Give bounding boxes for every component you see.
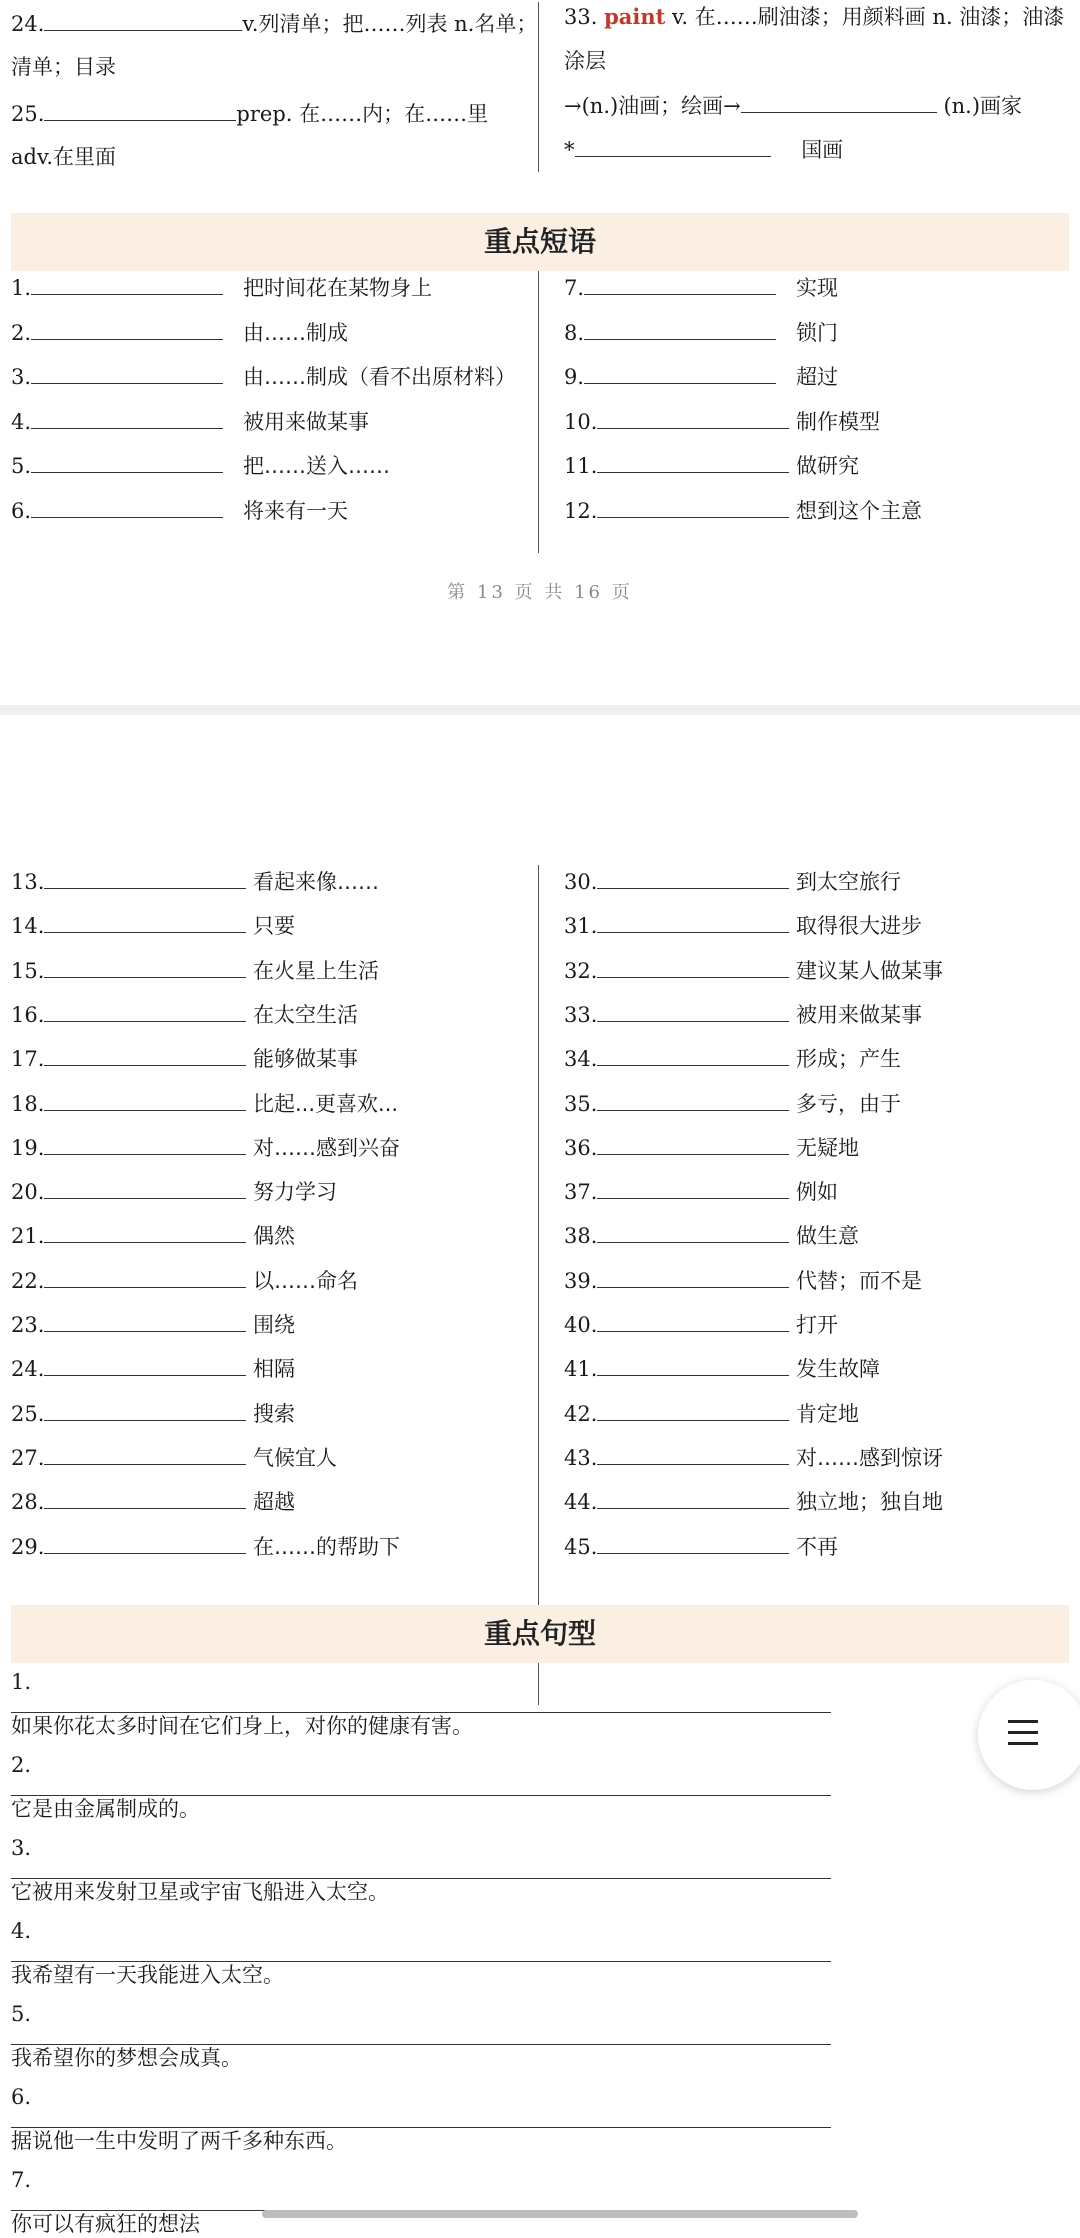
answer-blank <box>597 1045 789 1066</box>
phrase-row <box>564 1133 1064 1163</box>
phrase-meaning: 把时间花在某物身上 <box>243 276 432 300</box>
phrase-number: 1. <box>11 276 32 300</box>
sentence-translation: 它被用来发射卫星或宇宙飞船进入太空。 <box>11 1880 389 1904</box>
sentence-translation: 它是由金属制成的。 <box>11 1797 200 1821</box>
phrase-row <box>11 1487 511 1517</box>
sentence-row <box>11 1753 851 1783</box>
phrase-row <box>11 496 511 526</box>
phrase-meaning: 被用来做某事 <box>243 409 369 434</box>
answer-blank <box>31 319 223 340</box>
page-footer: 第 13 页 共 16 页 <box>447 582 633 603</box>
phrase-number: 7. <box>564 276 585 300</box>
phrase-number: 16. <box>11 1002 45 1027</box>
phrase-number: 21. <box>11 1224 45 1249</box>
vocab-word: paint <box>604 4 666 29</box>
phrase-meaning: 由……制成 <box>243 320 348 345</box>
sentence-translation: 我希望你的梦想会成真。 <box>11 2046 242 2070</box>
phrase-row <box>564 1487 1064 1517</box>
answer-blank <box>597 1488 789 1509</box>
sentence-number: 4. <box>11 1919 32 1943</box>
phrase-row <box>11 1399 511 1429</box>
answer-blank <box>44 1178 246 1199</box>
phrase-meaning: 代替；而不是 <box>796 1268 922 1293</box>
phrase-number: 15. <box>11 958 45 983</box>
derivative-label: (n.)画家 <box>943 94 1023 118</box>
answer-blank <box>44 1267 246 1288</box>
vocab-definition-cont: adv.在里面 <box>11 145 117 169</box>
phrase-meaning: 锁门 <box>796 320 838 345</box>
answer-blank <box>44 1444 246 1465</box>
vocab-item-25 <box>11 98 488 129</box>
vocab-item-33-star <box>564 134 843 165</box>
phrase-number: 34. <box>564 1047 598 1072</box>
answer-blank <box>44 98 236 121</box>
phrase-number: 43. <box>564 1445 598 1470</box>
phrase-row <box>564 1089 1064 1119</box>
sentence-row <box>11 1670 851 1700</box>
phrase-number: 38. <box>564 1224 598 1249</box>
phrase-meaning: 超越 <box>253 1490 295 1515</box>
answer-blank <box>597 868 789 889</box>
phrase-meaning: 肯定地 <box>796 1401 859 1426</box>
sentence-row <box>11 1836 851 1866</box>
phrase-number: 31. <box>564 914 598 939</box>
phrase-meaning: 做生意 <box>796 1224 859 1249</box>
phrase-meaning: 发生故障 <box>796 1357 880 1382</box>
answer-blank <box>44 1400 246 1421</box>
phrase-row <box>564 1399 1064 1429</box>
answer-blank <box>597 1222 789 1243</box>
phrase-row <box>564 1266 1064 1296</box>
phrase-row <box>11 1133 511 1163</box>
phrase-number: 18. <box>11 1091 45 1116</box>
phrase-meaning: 打开 <box>796 1313 838 1337</box>
phrase-meaning: 围绕 <box>253 1313 295 1337</box>
answer-blank <box>597 497 789 518</box>
phrase-meaning: 相隔 <box>253 1357 295 1382</box>
phrase-row <box>11 1532 511 1562</box>
answer-blank <box>597 408 789 429</box>
phrase-number: 45. <box>564 1534 598 1559</box>
phrase-meaning: 取得很大进步 <box>796 914 922 939</box>
phrase-meaning: 对……感到兴奋 <box>253 1135 400 1160</box>
answer-blank <box>44 1045 246 1066</box>
phrase-meaning: 对……感到惊讶 <box>796 1445 943 1470</box>
phrase-row <box>11 318 511 348</box>
phrase-meaning: 在火星上生活 <box>253 958 379 983</box>
answer-blank <box>44 912 246 933</box>
phrase-number: 2. <box>11 320 32 345</box>
vocab-number: 25. <box>11 102 45 126</box>
vocab-definition: v. 在……刷油漆；用颜料画 n. 油漆；油漆 <box>665 5 1065 29</box>
phrase-row <box>564 867 1064 897</box>
answer-blank <box>31 497 223 518</box>
phrase-number: 6. <box>11 498 32 523</box>
phrase-row <box>564 1310 1064 1340</box>
phrase-meaning: 在太空生活 <box>253 1002 358 1027</box>
phrase-number: 30. <box>564 870 598 894</box>
phrase-row <box>564 1000 1064 1030</box>
answer-blank <box>44 1001 246 1022</box>
vocab-item-24 <box>11 8 537 39</box>
answer-blank <box>597 1267 789 1288</box>
phrase-number: 42. <box>564 1401 598 1426</box>
phrase-row <box>11 1089 511 1119</box>
phrase-number: 28. <box>11 1490 45 1515</box>
answer-blank <box>584 319 776 340</box>
sentence-number: 5. <box>11 2002 32 2026</box>
phrase-number: 24. <box>11 1357 45 1382</box>
phrase-number: 23. <box>11 1313 45 1337</box>
phrase-number: 8. <box>564 320 585 345</box>
answer-blank <box>31 363 223 384</box>
answer-blank <box>44 1311 246 1332</box>
vocab-definition-cont: 涂层 <box>564 49 606 73</box>
answer-blank <box>44 1134 246 1155</box>
phrase-number: 27. <box>11 1445 45 1470</box>
phrase-meaning: 建议某人做某事 <box>796 958 943 983</box>
answer-blank <box>597 1400 789 1421</box>
phrase-number: 11. <box>564 454 598 478</box>
sentence-row <box>11 2002 851 2032</box>
answer-blank <box>44 1488 246 1509</box>
answer-blank <box>44 957 246 978</box>
answer-blank <box>44 1355 246 1376</box>
answer-blank <box>31 274 223 295</box>
phrase-meaning: 把……送入…… <box>243 454 390 478</box>
sentence-translation: 如果你花太多时间在它们身上，对你的健康有害。 <box>11 1714 473 1738</box>
phrase-number: 12. <box>564 498 598 523</box>
star-mark: * <box>564 138 575 162</box>
phrase-row <box>564 1354 1064 1384</box>
phrase-row <box>564 451 1064 481</box>
vocab-definition: prep. 在……内；在……里 <box>236 102 489 126</box>
phrase-row <box>11 867 511 897</box>
phrase-row <box>564 911 1064 941</box>
answer-blank <box>597 1533 789 1554</box>
section-title-phrases: 重点短语 <box>11 213 1069 271</box>
phrase-row <box>564 1443 1064 1473</box>
phrase-number: 29. <box>11 1534 45 1559</box>
answer-blank <box>597 957 789 978</box>
phrase-row <box>564 318 1064 348</box>
sentence-row <box>11 2085 851 2115</box>
phrase-number: 41. <box>564 1357 598 1382</box>
phrase-row <box>11 1310 511 1340</box>
phrase-row <box>564 496 1064 526</box>
answer-blank <box>44 1533 246 1554</box>
phrase-meaning: 多亏，由于 <box>796 1091 901 1116</box>
phrase-number: 37. <box>564 1180 598 1205</box>
phrase-meaning: 只要 <box>253 914 295 939</box>
phrase-meaning: 由……制成（看不出原材料） <box>243 365 516 389</box>
phrase-row <box>564 1221 1064 1251</box>
sentence-number: 7. <box>11 2168 32 2192</box>
answer-blank <box>575 134 771 157</box>
phrase-number: 36. <box>564 1135 598 1160</box>
sentence-number: 2. <box>11 1753 32 1777</box>
phrase-number: 13. <box>11 870 45 894</box>
phrase-row <box>11 1000 511 1030</box>
answer-blank <box>597 1444 789 1465</box>
vocab-definition: v.列清单；把……列表 n.名单； <box>242 12 538 36</box>
phrase-meaning: 能够做某事 <box>253 1047 358 1072</box>
sentence-number: 3. <box>11 1836 32 1860</box>
vocab-definition-cont: 清单；目录 <box>11 55 116 79</box>
sentence-number: 1. <box>11 1670 32 1694</box>
phrase-row <box>11 273 511 303</box>
phrase-number: 17. <box>11 1047 45 1072</box>
phrase-row <box>564 407 1064 437</box>
phrase-meaning: 气候宜人 <box>253 1445 337 1470</box>
phrase-number: 39. <box>564 1268 598 1293</box>
answer-blank <box>584 363 776 384</box>
phrase-number: 25. <box>11 1401 45 1426</box>
phrase-row <box>11 911 511 941</box>
phrase-meaning: 无疑地 <box>796 1135 859 1160</box>
sentence-row <box>11 2168 851 2198</box>
phrase-row <box>11 1443 511 1473</box>
phrase-row <box>11 956 511 986</box>
phrase-row <box>11 451 511 481</box>
phrase-meaning: 在……的帮助下 <box>253 1534 400 1559</box>
phrase-meaning: 做研究 <box>796 454 859 478</box>
phrase-meaning: 到太空旅行 <box>796 870 901 894</box>
phrase-number: 44. <box>564 1490 598 1515</box>
answer-blank <box>44 8 242 31</box>
phrase-meaning: 超过 <box>796 365 838 389</box>
answer-blank <box>584 274 776 295</box>
document-page-13 <box>0 0 1080 705</box>
phrase-row <box>564 1177 1064 1207</box>
phrase-row <box>11 1044 511 1074</box>
phrase-number: 33. <box>564 1002 598 1027</box>
section-title-sentences: 重点句型 <box>11 1605 1069 1663</box>
column-divider <box>538 865 539 1285</box>
phrase-meaning: 制作模型 <box>796 409 880 434</box>
phrase-row <box>11 1266 511 1296</box>
phrase-row <box>11 1177 511 1207</box>
phrase-meaning: 被用来做某事 <box>796 1002 922 1027</box>
phrase-meaning: 比起...更喜欢... <box>253 1091 399 1116</box>
answer-blank <box>597 1311 789 1332</box>
phrase-meaning: 实现 <box>796 276 838 300</box>
answer-blank <box>597 1178 789 1199</box>
answer-blank <box>44 1222 246 1243</box>
answer-blank <box>44 1090 246 1111</box>
answer-blank <box>31 408 223 429</box>
column-divider <box>538 271 539 553</box>
phrase-meaning: 偶然 <box>253 1224 295 1249</box>
phrase-row <box>564 273 1064 303</box>
phrase-number: 35. <box>564 1091 598 1116</box>
phrase-row <box>564 956 1064 986</box>
phrase-number: 22. <box>11 1268 45 1293</box>
page-separator <box>0 705 1080 715</box>
phrase-row <box>564 362 1064 392</box>
derivative-label: 国画 <box>801 138 844 162</box>
sentence-translation: 据说他一生中发明了两千多种东西。 <box>11 2129 347 2153</box>
phrase-row <box>11 1221 511 1251</box>
vocab-item-33 <box>564 2 1064 32</box>
answer-blank <box>31 452 223 473</box>
answer-blank <box>741 90 937 113</box>
answer-blank <box>597 452 789 473</box>
phrase-number: 10. <box>564 409 598 434</box>
phrase-row <box>11 407 511 437</box>
phrase-meaning: 独立地；独自地 <box>796 1490 943 1515</box>
phrase-row <box>11 1354 511 1384</box>
answer-blank <box>597 1355 789 1376</box>
phrase-meaning: 以……命名 <box>253 1268 358 1293</box>
answer-blank <box>597 1001 789 1022</box>
sentence-number: 6. <box>11 2085 32 2109</box>
phrase-number: 4. <box>11 409 32 434</box>
vocab-number: 24. <box>11 12 45 36</box>
phrase-meaning: 看起来像…… <box>253 870 379 894</box>
answer-blank <box>44 868 246 889</box>
phrase-number: 32. <box>564 958 598 983</box>
phrase-number: 9. <box>564 365 585 389</box>
horizontal-scrollbar[interactable] <box>262 2210 858 2218</box>
phrase-meaning: 将来有一天 <box>243 498 348 523</box>
phrase-number: 19. <box>11 1135 45 1160</box>
derivative-label: →(n.)油画；绘画→ <box>564 94 741 118</box>
phrase-number: 40. <box>564 1313 598 1337</box>
phrase-number: 20. <box>11 1180 45 1205</box>
answer-blank <box>597 1134 789 1155</box>
phrase-number: 14. <box>11 914 45 939</box>
phrase-meaning: 例如 <box>796 1180 838 1205</box>
phrase-number: 3. <box>11 365 32 389</box>
phrase-meaning: 想到这个主意 <box>796 498 922 523</box>
phrase-number: 5. <box>11 454 32 478</box>
phrase-row <box>11 362 516 392</box>
hamburger-menu-icon[interactable] <box>978 1680 1080 1790</box>
vocab-number: 33. <box>564 5 598 29</box>
phrase-meaning: 不再 <box>796 1534 838 1559</box>
column-divider <box>538 2 539 172</box>
answer-blank <box>597 1090 789 1111</box>
phrase-meaning: 搜索 <box>253 1401 295 1426</box>
sentence-translation: 我希望有一天我能进入太空。 <box>11 1963 284 1987</box>
sentence-row <box>11 1919 851 1949</box>
phrase-meaning: 形成；产生 <box>796 1047 901 1072</box>
answer-blank <box>597 912 789 933</box>
phrase-row <box>564 1532 1064 1562</box>
phrase-row <box>564 1044 1064 1074</box>
document-page-14 <box>0 715 1080 2236</box>
sentence-translation: 你可以有疯狂的想法 <box>11 2212 200 2236</box>
vocab-item-33-derivatives <box>564 90 1022 121</box>
phrase-meaning: 努力学习 <box>253 1180 337 1205</box>
